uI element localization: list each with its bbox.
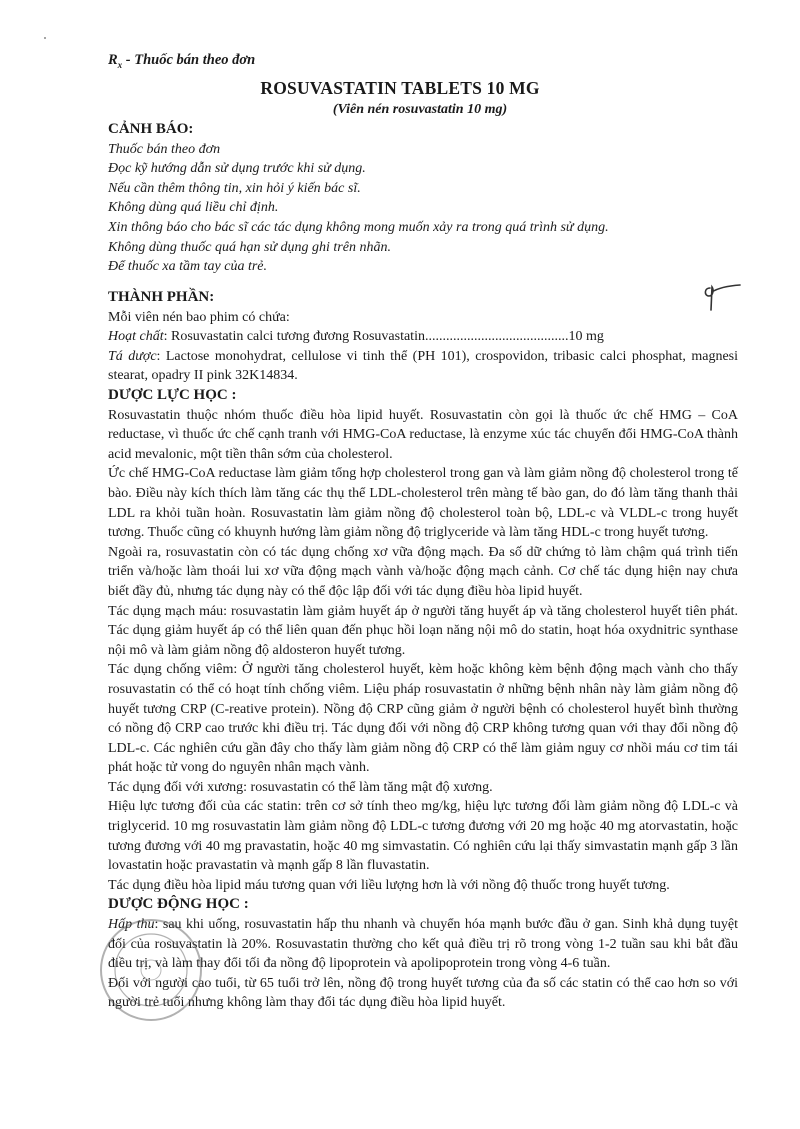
pharmacodynamics-paragraph: Hiệu lực tương đối của các statin: trên cơ sở tính theo mg/kg, hiệu lực tương đối làm giảm nồng độ LDL-c và triglycerid. 10 mg rosuvastatin làm giảm nồng độ LDL-c tương đương với 20 mg hoặc 40 mg atorvastatin, hoặc tương đương với 40 mg pravastatin, hoặc 40 mg simvastatin. Có nghiên cứu lại thấy simvastatin mạnh gấp 3 lần lovastatin hoặc pravastatin và mạnh gấp 8 lần fluvastatin. [108,799,738,874]
warning-section [108,120,738,277]
warning-line: Xin thông báo cho bác sĩ các tác dụng không mong muốn xảy ra trong quá trình sử dụng. [108,219,609,235]
company-seal [96,915,206,1030]
composition-intro: Mỗi viên nén bao phim có chứa: [108,309,290,325]
warning-line: Không dùng thuốc quá hạn sử dụng ghi trên nhãn. [108,239,391,255]
active-ingredient: Hoạt chất: Rosuvastatin calci tương đương Rosuvastatin.........................................10 mg [108,329,604,345]
scan-speck [44,37,46,39]
pharmacodynamics-paragraph: Tác dụng đối với xương: rosuvastatin có thể làm tăng mật độ xương. [108,779,493,795]
pharmacokinetics-heading: DƯỢC ĐỘNG HỌC : [108,896,249,913]
pharmacodynamics-paragraph: Rosuvastatin thuộc nhóm thuốc điều hòa lipid huyết. Rosuvastatin còn gọi là thuốc ức chế HMG – CoA reductase, vì thuốc ức chế cạnh tranh với HMG-CoA reductase, là enzyme xúc tác chuyển đổi HMG-CoA thành acid mevalonic, một tiền thân sớm của cholesterol. [108,407,738,462]
warning-heading: CẢNH BÁO: [108,121,194,137]
absorption-paragraph: Hấp thu: sau khi uống, rosuvastatin hấp thu nhanh và chuyển hóa mạnh bước đầu ở gan. Sinh khả dụng tuyệt đối của rosuvastatin là 20%. Rosuvastatin thường cho kết quả điều trị rõ trong vòng 1-2 tuần sau khi bắt đầu điều trị, và làm thay đổi tối đa nồng độ lipoprotein và apolipoprotein trong vòng 4-6 tuần. [108,917,739,972]
warning-line: Nếu cần thêm thông tin, xin hỏi ý kiến bác sĩ. [108,180,361,196]
document-title: ROSUVASTATIN TABLETS 10 MG [260,78,540,98]
pharmacodynamics-paragraph: Tác dụng chống viêm: Ở người tăng cholesterol huyết, kèm hoặc không kèm bệnh động mạch vành cho thấy rosuvastatin có thể có hoạt tính chống viêm. Liệu pháp rosuvastatin ở những bệnh nhân này làm giảm nồng độ huyết tương CRP (C-reative protein). Nồng độ CRP cũng giảm ở người bệnh có cholesterol huyết bình thường có nồng độ CRP cao trước khi điều trị. Tác dụng đối với nồng độ CRP không tương quan với thay đổi nồng độ LDL-c. Các nghiên cứu gần đây cho thấy làm giảm nồng độ CRP có thể làm giảm nguy cơ nhồi máu cơ tim tái phát hoặc tử vong do nguyên nhân mạch vành. [108,662,738,776]
document-subtitle: (Viên nén rosuvastatin 10 mg) [332,102,508,117]
pharmacodynamics-heading: DƯỢC LỰC HỌC : [108,387,237,403]
pharmacodynamics-paragraph: Tác dụng mạch máu: rosuvastatin làm giảm huyết áp ở người tăng huyết áp và tăng cholesterol huyết tiên phát. Tác dụng giảm huyết áp có thể liên quan đến phục hồi loạn năng nội mô do statin, hoạt hóa oxydnitric synthase nội mô và làm giảm nồng độ aldosteron huyết tương. [108,603,738,658]
excipients: Tá dược: Lactose monohydrat, cellulose vi tinh thể (PH 101), crospovidon, tribasic calci phosphat, magnesi stearat, opadry II pink 32K14834. [108,348,738,384]
pharmacodynamics-paragraph: Ngoài ra, rosuvastatin còn có tác dụng chống xơ vữa động mạch. Đa số dữ chứng tỏ làm chậm quá trình tiến triển và/hoặc làm thoái lui xơ vữa động mạch vành và/hoặc động mạch cảnh. Cơ chế tác dụng hiện nay chưa biết đầy đủ, nhưng tác dụng này có thể độc lập đối với tác dụng điều hòa lipid huyết. [108,544,738,599]
warning-line: Thuốc bán theo đơn [108,141,221,157]
prescription-label: $R_x$ - Thuốc bán theo đơn [108,52,256,70]
pharmacodynamics-paragraph: Ức chế HMG-CoA reductase làm giảm tổng hợp cholesterol trong gan và làm giảm nồng độ cholesterol trong tế bào. Điều này kích thích làm tăng các thụ thể LDL-cholesterol trên màng tế bào gan, do đó làm tăng thanh thải LDL ra khỏi tuần hoàn. Rosuvastatin làm giảm nồng độ cholesterol toàn bộ, LDL-c và VLDL-c trong huyết tương. Thuốc cũng có khuynh hướng làm giảm nồng độ triglyceride và làm tăng HDL-c trong huyết tương. [108,466,738,541]
warning-line: Đọc kỹ hướng dẫn sử dụng trước khi sử dụng. [108,161,366,177]
warning-line: Để thuốc xa tầm tay của trẻ. [108,259,268,275]
elderly-paragraph: Đối với người cao tuổi, từ 65 tuổi trở lên, nồng độ trong huyết tương của đa số các statin có thể cao hơn so với người trẻ tuổi nhưng không làm thay đổi tác dụng điều hòa lipid huyết. [108,975,738,1011]
composition-heading: THÀNH PHẦN: [108,289,215,305]
warning-line: Không dùng quá liều chỉ định. [108,200,279,216]
composition-section [108,288,738,386]
pharmacodynamics-paragraph: Tác dụng điều hòa lipid máu tương quan với liều lượng hơn là với nồng độ thuốc trong huyết tương. [108,877,670,893]
